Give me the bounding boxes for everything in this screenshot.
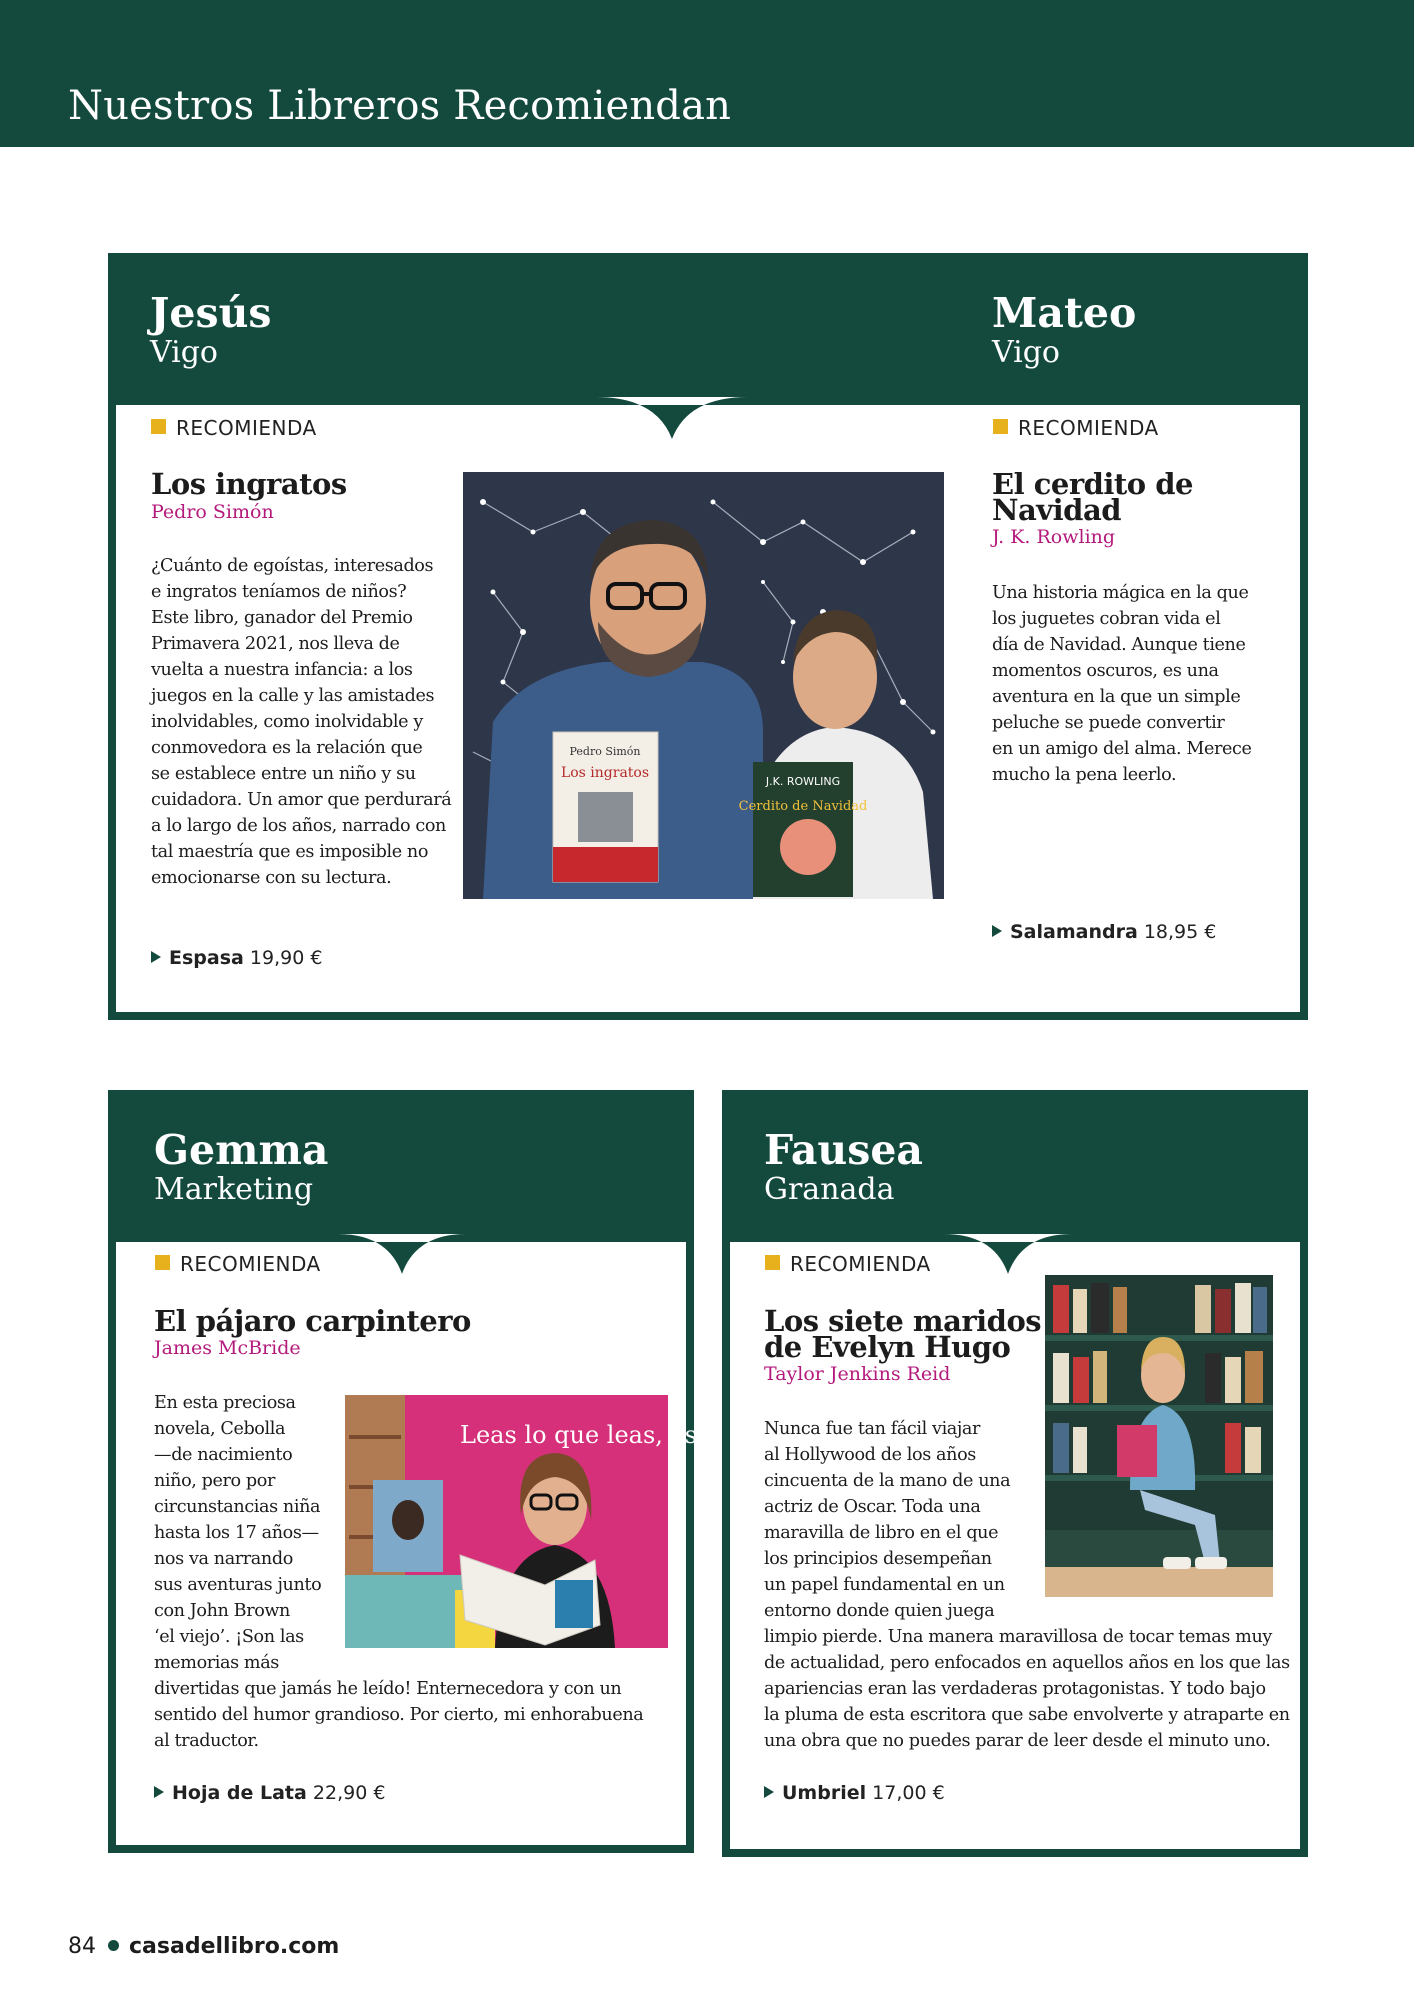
book-author: James McBride — [154, 1337, 301, 1359]
page-header-bar — [0, 0, 1414, 147]
librarian-store: Vigo — [150, 335, 218, 370]
svg-text:J.K. ROWLING: J.K. ROWLING — [765, 775, 841, 788]
recommend-label: RECOMIENDA — [993, 416, 1159, 440]
yellow-square-icon — [151, 419, 166, 434]
recommend-label: RECOMIENDA — [151, 416, 317, 440]
arrow-right-icon — [992, 925, 1002, 937]
book-price: Hoja de Lata 22,90 € — [154, 1782, 385, 1804]
book-author: Pedro Simón — [151, 501, 274, 523]
book-author: J. K. Rowling — [992, 526, 1116, 548]
book-title: El pájaro carpintero — [154, 1304, 471, 1338]
book-title: Los ingratos — [151, 467, 347, 501]
booksellers-photo — [463, 472, 944, 899]
bookseller-photo-fausea — [1045, 1275, 1273, 1597]
librarian-name: Fausea — [764, 1126, 923, 1174]
svg-text:Pedro Simón: Pedro Simón — [569, 745, 641, 758]
book-author: Taylor Jenkins Reid — [764, 1363, 951, 1385]
book-price: Umbriel 17,00 € — [764, 1782, 945, 1804]
arrow-right-icon — [764, 1786, 774, 1798]
yellow-square-icon — [155, 1255, 170, 1270]
arrow-right-icon — [154, 1786, 164, 1798]
page-title: Nuestros Libreros Recomiendan — [68, 83, 732, 129]
book-description: En esta preciosa novela, Cebolla —de nacimiento niño, pero por circunstancias niña hasta los 17 años— nos va narrando sus aventuras junto con John Brown ‘el viejo’. ¡Son las memorias más divertidas que jamás he leído! Enternecedora y con un sentido del humor grandioso. Por cierto, mi enhorabuena al traductor. — [154, 1393, 644, 1751]
librarian-name: Jesús — [150, 289, 272, 337]
book-description: Una historia mágica en la que los juguetes cobran vida el día de Navidad. Aunque tiene momentos oscuros, es una aventura en la que un simple peluche se puede convertir en un amigo del alma. Merece mucho la pena leerlo. — [992, 583, 1252, 785]
book-title: El cerdito de Navidad — [992, 467, 1193, 527]
page-footer — [68, 1934, 339, 1959]
yellow-square-icon — [993, 419, 1008, 434]
recommend-label: RECOMIENDA — [155, 1252, 321, 1276]
librarian-name: Mateo — [992, 289, 1137, 337]
book-description: Nunca fue tan fácil viajar al Hollywood de los años cincuenta de la mano de una actriz de Oscar. Toda una maravilla de libro en el que los principios desempeñan un papel fundamental en un entorno donde quien juega limpio pierde. Una manera maravillosa de tocar temas muy de actualidad, pero enfocados en aquellos años en los que las apariencias eran las verdaderas protagonistas. Y todo bajo la pluma de esta escritora que sabe envolverte y atraparte en una obra que no puedes parar de leer desde el minuto uno. — [764, 1419, 1290, 1751]
svg-text:Los ingratos: Los ingratos — [560, 765, 650, 781]
book-price: Espasa 19,90 € — [151, 947, 322, 969]
bullet-dot-icon — [108, 1940, 119, 1951]
svg-text:Leas lo que leas, es: Leas lo que leas, es — [460, 1421, 698, 1449]
yellow-square-icon — [765, 1255, 780, 1270]
bookseller-photo-gemma — [345, 1395, 698, 1648]
librarian-name: Gemma — [154, 1126, 329, 1174]
arrow-right-icon — [151, 951, 161, 963]
librarian-store: Granada — [764, 1172, 895, 1207]
book-description: ¿Cuánto de egoístas, interesados e ingratos teníamos de niños? Este libro, ganador del Premio Primavera 2021, nos lleva de vuelta a nuestra infancia: a los juegos en la calle y las amistades inolvidables, como inolvidable y conmovedora es la relación que se establece entre un niño y su cuidadora. Un amor que perdurará a lo largo de los años, narrado con tal maestría que es imposible no emocionarse con su lectura. — [151, 556, 452, 888]
librarian-department: Marketing — [154, 1172, 314, 1207]
page-number: 84 — [68, 1934, 96, 1959]
svg-text:Cerdito de Navidad: Cerdito de Navidad — [738, 799, 868, 814]
librarian-store: Vigo — [992, 335, 1060, 370]
site-link[interactable]: casadellibro.com — [129, 1934, 340, 1959]
book-price: Salamandra 18,95 € — [992, 921, 1216, 943]
recommend-label: RECOMIENDA — [765, 1252, 931, 1276]
book-title: Los siete maridos de Evelyn Hugo — [764, 1304, 1042, 1364]
